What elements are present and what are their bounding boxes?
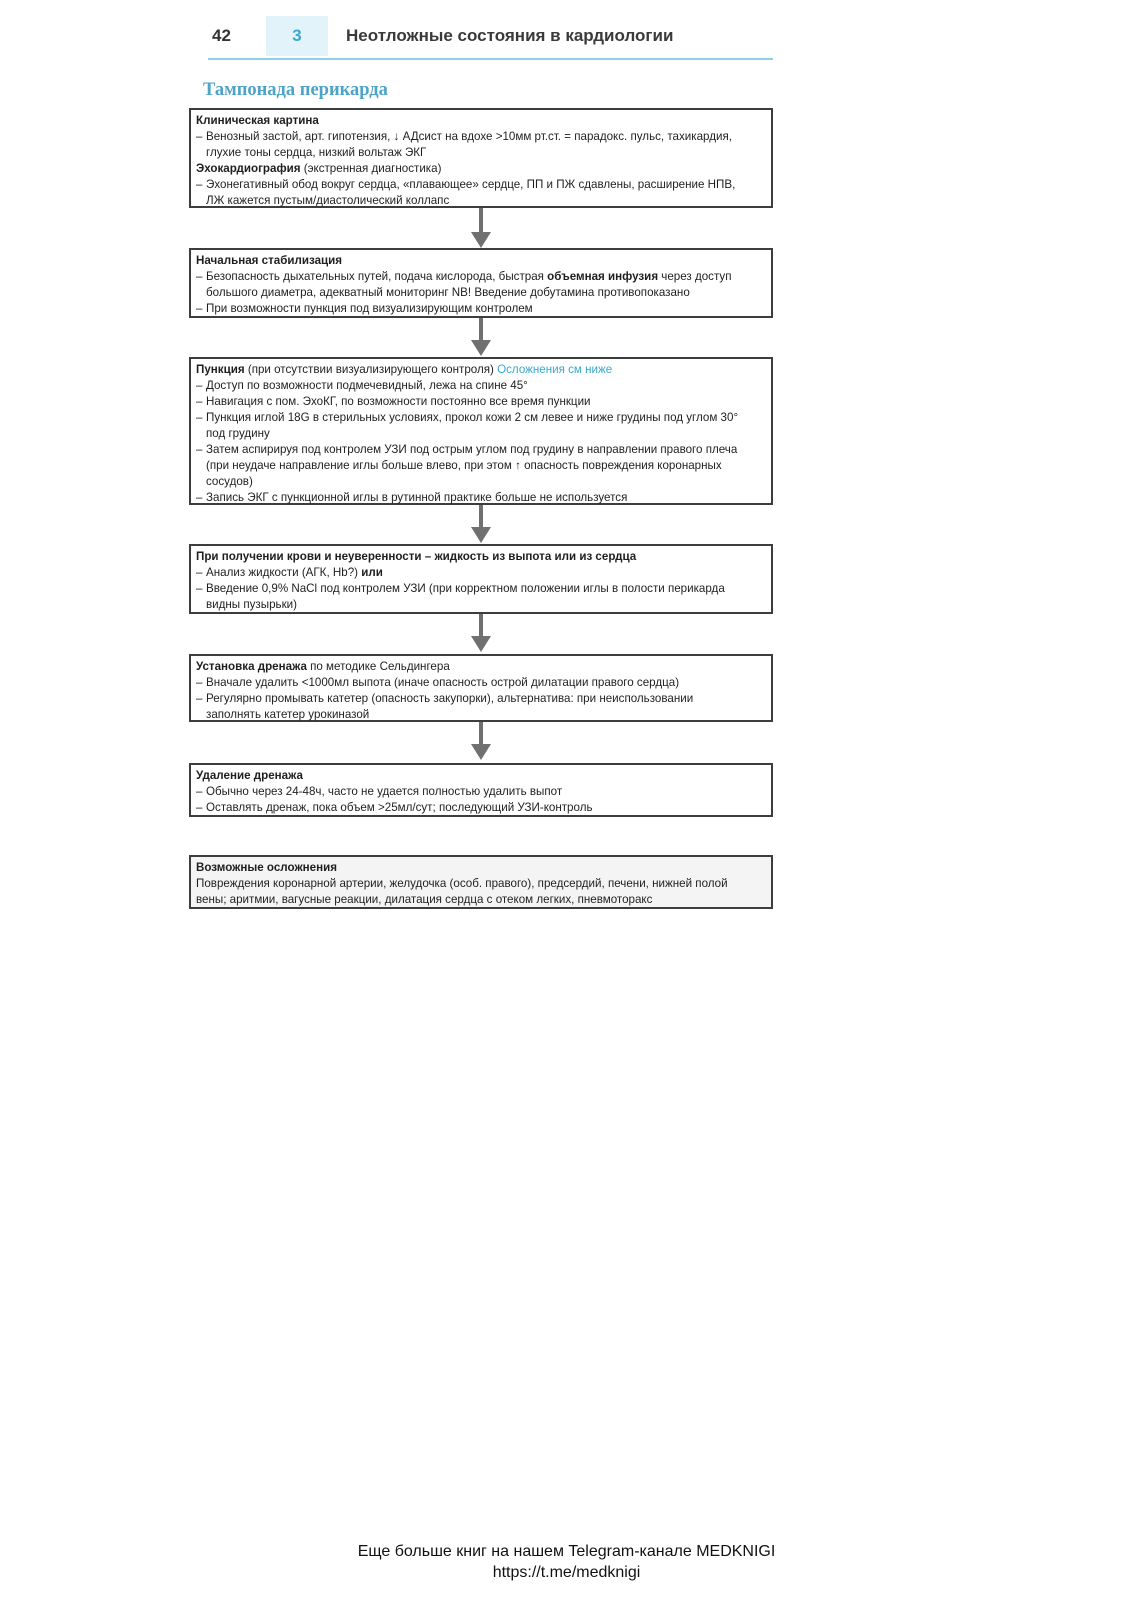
- echo-heading: Эхокардиография: [196, 162, 301, 175]
- list-item: – Введение 0,9% NaCl под контролем УЗИ (при корректном положении иглы в полости перикарда: [196, 581, 766, 597]
- list-item: – Регулярно промывать катетер (опасность закупорки), альтернатива: при неиспользовании: [196, 691, 766, 707]
- list-item: [196, 269, 766, 285]
- drainage-box: [189, 654, 773, 722]
- section-title: Тампонада перикарда: [203, 80, 388, 100]
- list-item: – Навигация с пом. ЭхоКГ, по возможности постоянно все время пункции: [196, 394, 766, 410]
- footer-line-1: Еще больше книг на нашем Telegram-канале MEDKNIGI: [357, 1543, 776, 1560]
- box-heading: Установка дренажа: [196, 660, 307, 673]
- puncture-heading-line: [196, 362, 766, 378]
- list-item-continuation: сосудов): [206, 475, 253, 488]
- page-number: 42: [212, 26, 231, 45]
- stabilization-box: [189, 248, 773, 318]
- box-heading: Клиническая картина: [196, 114, 319, 127]
- drain-removal-box: [189, 763, 773, 817]
- list-item-continuation: глухие тоны сердца, низкий вольтаж ЭКГ: [206, 146, 427, 159]
- list-item: – При возможности пункция под визуализирующим контролем: [196, 301, 766, 317]
- echo-heading-line: [196, 161, 766, 177]
- list-item: – Венозный застой, арт. гипотензия, ↓ АДсист на вдохе >10мм рт.ст. = парадокс. пульс, тахикардия,: [196, 129, 766, 145]
- chapter-tab: 3: [266, 16, 328, 56]
- list-item: – Пункция иглой 18G в стерильных условиях, прокол кожи 2 см левее и ниже грудины под углом 30°: [196, 410, 766, 426]
- puncture-box: [189, 357, 773, 505]
- text-segment: Анализ жидкости (АГК, Hb?): [206, 566, 362, 579]
- list-item-continuation: под грудину: [206, 427, 270, 440]
- heading-suffix: по методике Сельдингера: [306, 660, 450, 673]
- clinical-picture-box: [189, 108, 773, 208]
- text-segment: Безопасность дыхательных путей, подача кислорода, быстрая: [206, 270, 548, 283]
- bold-segment: или: [361, 566, 383, 579]
- chapter-title: Неотложные состояния в кардиологии: [346, 26, 674, 45]
- bold-segment: объемная инфузия: [547, 270, 659, 283]
- box-heading: При получении крови и неуверенности – жидкость из выпота или из сердца: [196, 550, 637, 563]
- complications-box: [189, 855, 773, 909]
- footer-link[interactable]: https://t.me/medknigi: [492, 1564, 641, 1581]
- list-item-continuation: видны пузырьки): [206, 598, 297, 611]
- list-item: – Затем аспирируя под контролем УЗИ под острым углом под грудину в направлении правого плеча: [196, 442, 766, 458]
- text-segment: через доступ: [658, 270, 732, 283]
- complications-text: вены; аритмии, вагусные реакции, дилатация сердца с отеком легких, пневмоторакс: [196, 893, 653, 906]
- echo-heading-suffix: (экстренная диагностика): [300, 162, 442, 175]
- heading-suffix: (при отсутствии визуализирующего контроля): [244, 363, 498, 376]
- list-item: [196, 565, 766, 581]
- list-item: – Доступ по возможности подмечевидный, лежа на спине 45°: [196, 378, 766, 394]
- list-item-continuation: большого диаметра, адекватный мониторинг NB! Введение добутамина противопоказано: [206, 286, 690, 299]
- list-item: – Эхонегативный обод вокруг сердца, «плавающее» сердце, ПП и ПЖ сдавлены, расширение НПВ,: [196, 177, 766, 193]
- list-item: – Вначале удалить <1000мл выпота (иначе опасность острой дилатации правого сердца): [196, 675, 766, 691]
- complications-text: Повреждения коронарной артерии, желудочка (особ. правого), предсердий, печени, нижней полой: [196, 877, 728, 890]
- box-heading: Начальная стабилизация: [196, 254, 343, 267]
- box-heading: Пункция: [196, 363, 245, 376]
- page-header: [208, 20, 773, 60]
- complications-link[interactable]: Осложнения см ниже: [497, 363, 613, 376]
- footer: [0, 1541, 1133, 1583]
- drainage-heading-line: [196, 659, 766, 675]
- list-item-continuation: заполнять катетер урокиназой: [206, 708, 370, 721]
- blood-uncertainty-box: [189, 544, 773, 614]
- list-item-continuation: (при неудаче направление иглы больше влево, при этом ↑ опасность повреждения коронарных: [206, 459, 722, 472]
- box-heading: Удаление дренажа: [196, 769, 303, 782]
- box-heading: Возможные осложнения: [196, 861, 338, 874]
- list-item-continuation: ЛЖ кажется пустым/диастолический коллапс: [206, 194, 450, 207]
- list-item: – Обычно через 24-48ч, часто не удается полностью удалить выпот: [196, 784, 766, 800]
- list-item: – Запись ЭКГ с пункционной иглы в рутинной практике больше не используется: [196, 490, 766, 506]
- list-item: – Оставлять дренаж, пока объем >25мл/сут; последующий УЗИ-контроль: [196, 800, 766, 816]
